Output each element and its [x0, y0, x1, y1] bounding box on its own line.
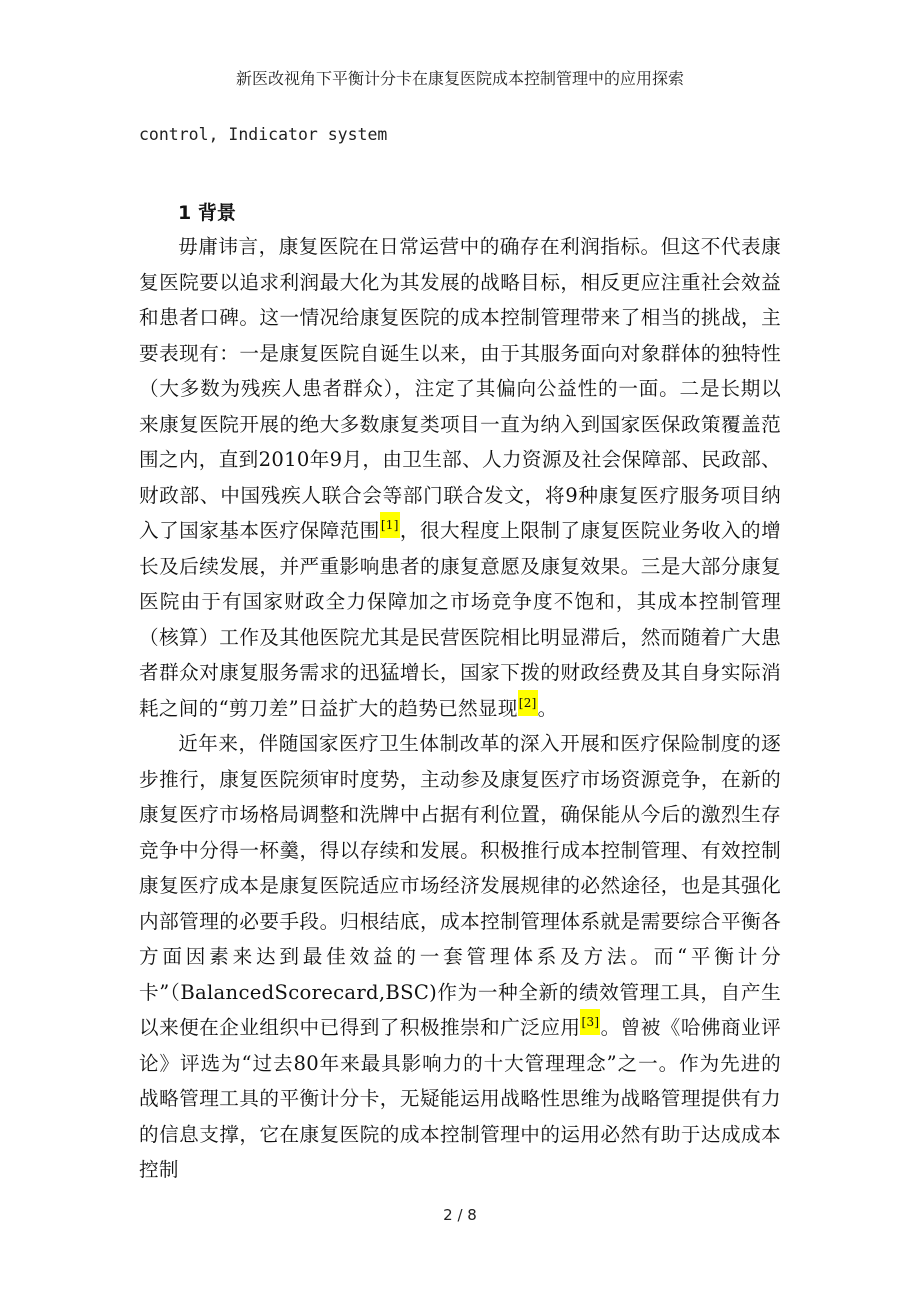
paragraph-1 [139, 229, 781, 726]
citation-3[interactable]: [3] [580, 1009, 600, 1035]
keywords-continuation: control, Indicator system [139, 125, 388, 144]
paragraph-2 [139, 726, 781, 1188]
section-heading: 1 背景 [178, 202, 236, 224]
paragraph-1-text-a: 毋庸讳言，康复医院在日常运营中的确存在利润指标。但这不代表康复医院要以追求利润最大化为其发展的战略目标，相反更应注重社会效益和患者口碑。这一情况给康复医院的成本控制管理带来了相当的挑战，主要表现有：一是康复医院自诞生以来，由于其服务面向对象群体的独特性（大多数为残疾人患者群众），注定了其偏向公益性的一面。二是长期以来康复医院开展的绝大多数康复类项目一直为纳入到国家医保政策覆盖范围之内，直到2010年9月，由卫生部、人力资源及社会保障部、民政部、财政部、中国残疾人联合会等部门联合发文，将9种康复医疗服务项目纳入了国家基本医疗保障范围 [139, 235, 781, 542]
page-number: 2 / 8 [443, 1206, 477, 1224]
citation-2[interactable]: [2] [518, 690, 538, 716]
paragraph-1-text-b: ，很大程度上限制了康复医院业务收入的增长及后续发展，并严重影响患者的康复意愿及康复效果。三是大部分康复医院由于有国家财政全力保障加之市场竞争度不饱和，其成本控制管理（核算）工作及其他医院尤其是民营医院相比明显滞后，然而随着广大患者群众对康复服务需求的迅猛增长，国家下拨的财政经费及其自身实际消耗之间的“剪刀差”日益扩大的趋势已然显现 [139, 519, 781, 720]
paragraph-2-text-a: 近年来，伴随国家医疗卫生体制改革的深入开展和医疗保险制度的逐步推行，康复医院须审时度势，主动参及康复医疗市场资源竞争，在新的康复医疗市场格局调整和洗牌中占据有利位置，确保能从今后的激烈生存竞争中分得一杯羹，得以存续和发展。积极推行成本控制管理、有效控制康复医疗成本是康复医院适应市场经济发展规律的必然途径，也是其强化内部管理的必要手段。归根结底，成本控制管理体系就是需要综合平衡各方面因素来达到最佳效益的一套管理体系及方法。而“平衡计分卡”（BalancedScorecard,BSC)作为一种全新的绩效管理工具，自产生以来便在企业组织中已得到了积极推崇和广泛应用 [139, 732, 781, 1039]
paragraph-2-text-b: 。曾被《哈佛商业评论》评选为“过去80年来最具影响力的十大管理理念”之一。作为先进的战略管理工具的平衡计分卡，无疑能运用战略性思维为战略管理提供有力的信息支撑，它在康复医院的成本控制管理中的运用必然有助于达成成本控制 [139, 1016, 781, 1181]
paragraph-1-text-c: 。 [537, 696, 558, 720]
page-header-title: 新医改视角下平衡计分卡在康复医院成本控制管理中的应用探索 [235, 69, 684, 88]
citation-1[interactable]: [1] [380, 512, 400, 538]
body-text [139, 229, 781, 1188]
